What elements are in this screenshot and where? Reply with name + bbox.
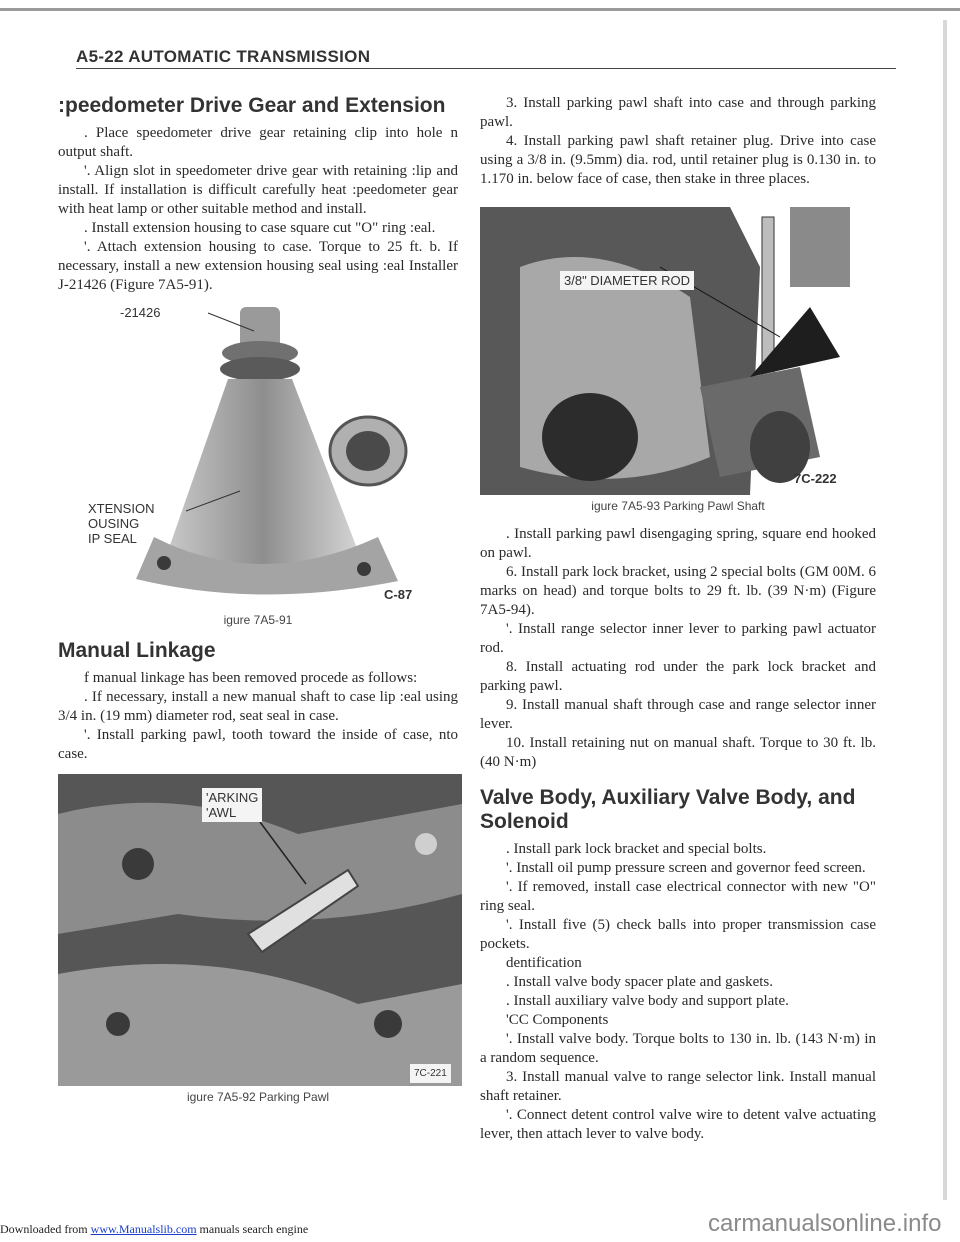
figure-caption: igure 7A5-91 (223, 613, 293, 627)
figure-caption: igure 7A5-93 Parking Pawl Shaft (591, 499, 765, 513)
paragraph: . Install valve body spacer plate and gaskets. (506, 974, 773, 990)
paragraph: . Install park lock bracket and special bolts. (506, 841, 767, 857)
figure-caption: igure 7A5-92 Parking Pawl (186, 1090, 330, 1104)
watermark: carmanualsonline.info (708, 1210, 942, 1237)
figure-code: 7C-222 (794, 471, 837, 486)
paragraph: '. Attach extension housing to case. Torque to 25 ft. b. If necessary, install a new extension housing seal using :eal Installer J-21426 (Figure 7A5-91). (58, 239, 458, 293)
paragraph: '. Install five (5) check balls into proper transmission case pockets. (480, 917, 876, 952)
right-column (480, 94, 876, 1144)
paragraph: '. Install parking pawl, tooth toward the inside of case, nto case. (58, 727, 458, 762)
left-column (58, 94, 458, 1116)
paragraph: 'CC Components (506, 1012, 609, 1028)
figure-parking-pawl (58, 774, 462, 1086)
paragraph: '. If removed, install case electrical connector with new "O" ring seal. (480, 879, 876, 914)
paragraph: . Install auxiliary valve body and support plate. (506, 993, 789, 1009)
label-tool-number: -21426 (120, 305, 161, 320)
footer-suffix: manuals search engine (196, 1222, 309, 1236)
paragraph: '. Align slot in speedometer drive gear with retaining :lip and install. If installation is difficult carefully heat :peedometer gear with heat lamp or other suitable method and install. (58, 163, 458, 217)
paragraph: '. Install oil pump pressure screen and governor feed screen. (506, 860, 866, 876)
paragraph: 10. Install retaining nut on manual shaft. Torque to 30 ft. lb. (40 N·m) (480, 735, 876, 770)
parking-pawl-shaft-photo (480, 207, 862, 495)
top-border-rule (0, 8, 960, 11)
paragraph: . If necessary, install a new manual shaft to case lip :eal using 3/4 in. (19 mm) diameter rod, seat seal in case. (58, 689, 458, 724)
page-header: A5-22 AUTOMATIC TRANSMISSION (76, 47, 371, 66)
extension-housing-photo (58, 301, 458, 609)
paragraph: 4. Install parking pawl shaft retainer plug. Drive into case using a 3/8 in. (9.5mm) dia. rod, until retainer plug is 0.130 in. to 1.170 in. below face of case, then stake in three places. (480, 133, 876, 187)
label-diameter-rod: 3/8" DIAMETER ROD (560, 271, 694, 290)
page-edge-shadow (943, 20, 947, 1200)
figure-code: 7C-221 (410, 1064, 451, 1083)
footer-prefix: Downloaded from (0, 1222, 91, 1236)
manualslib-link[interactable]: www.Manualslib.com (90, 1222, 197, 1236)
paragraph: . Install extension housing to case square cut "O" ring :eal. (84, 220, 436, 236)
header-rule (76, 68, 896, 69)
download-footer (0, 1222, 308, 1237)
paragraph: 9. Install manual shaft through case and range selector inner lever. (480, 697, 876, 732)
section-heading-speedometer: :peedometer Drive Gear and Extension (58, 94, 446, 117)
paragraph: 6. Install park lock bracket, using 2 special bolts (GM 00M. 6 marks on head) and torque bolts to 29 ft. lb. (39 N·m) (Figure 7A5-94). (480, 564, 876, 618)
label-extension-housing-seal: XTENSION OUSING IP SEAL (88, 501, 155, 546)
paragraph: dentification (506, 955, 582, 971)
paragraph: 8. Install actuating rod under the park lock bracket and parking pawl. (480, 659, 876, 694)
figure-code: C-87 (384, 587, 413, 602)
paragraph: . Install parking pawl disengaging spring, square end hooked on pawl. (480, 526, 876, 561)
paragraph: '. Install range selector inner lever to parking pawl actuator rod. (480, 621, 876, 656)
label-parking-pawl: 'ARKING 'AWL (202, 788, 262, 822)
paragraph: f manual linkage has been removed procede as follows: (84, 670, 418, 686)
paragraph: 3. Install parking pawl shaft into case and through parking pawl. (480, 95, 876, 130)
paragraph: . Place speedometer drive gear retaining clip into hole n output shaft. (58, 125, 458, 160)
paragraph: '. Install valve body. Torque bolts to 130 in. lb. (143 N·m) in a random sequence. (480, 1031, 876, 1066)
paragraph: 3. Install manual valve to range selector link. Install manual shaft retainer. (480, 1069, 876, 1104)
section-heading-valve-body: Valve Body, Auxiliary Valve Body, and Solenoid (480, 786, 856, 833)
paragraph: '. Connect detent control valve wire to detent valve actuating lever, then attach lever to valve body. (480, 1107, 876, 1142)
figure-extension-housing (58, 301, 458, 609)
figure-parking-pawl-shaft (480, 207, 862, 495)
section-heading-manual-linkage: Manual Linkage (58, 639, 216, 662)
